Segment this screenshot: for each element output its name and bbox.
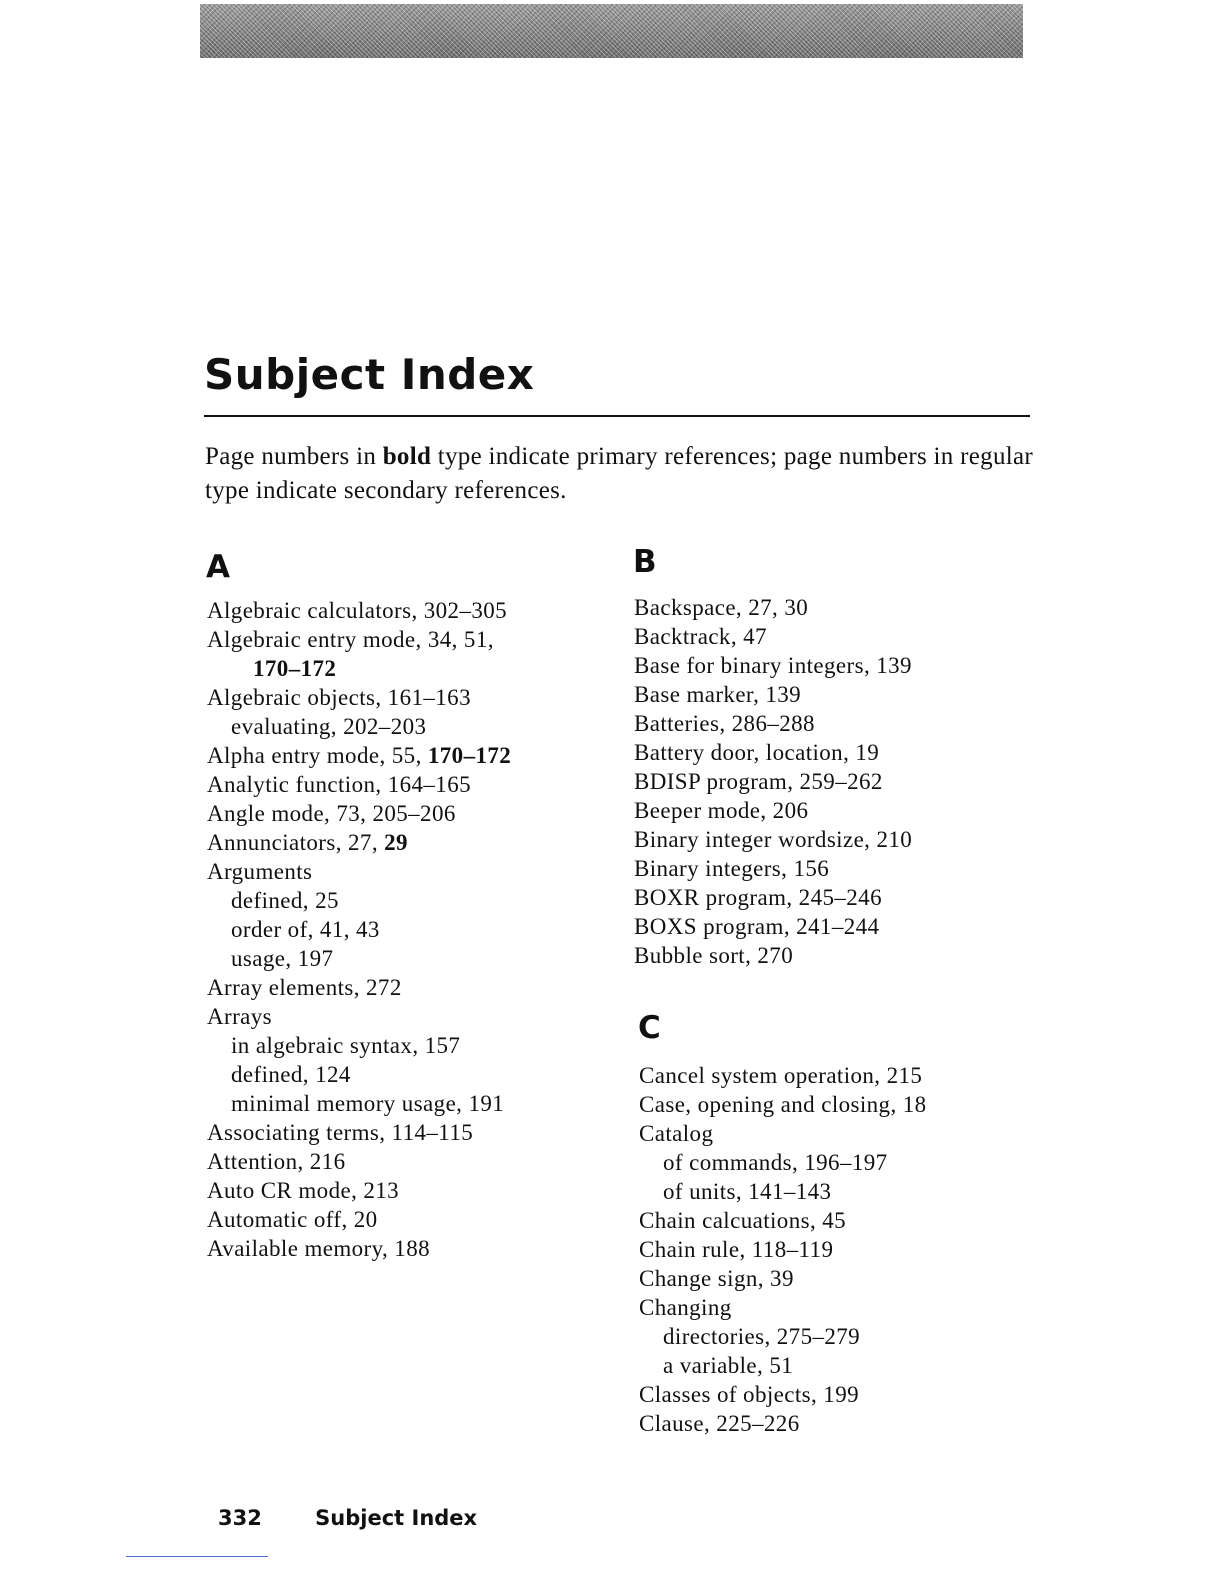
index-entry bbox=[207, 1234, 511, 1263]
index-entry-text: Analytic function, 164–165 bbox=[207, 772, 471, 797]
index-entry bbox=[639, 1061, 927, 1090]
intro-paragraph bbox=[205, 440, 1035, 508]
index-entry bbox=[207, 596, 511, 625]
index-list-b bbox=[634, 593, 912, 970]
index-list-c bbox=[639, 1061, 927, 1438]
intro-part1: Page numbers in bbox=[205, 443, 383, 470]
index-entry bbox=[207, 625, 511, 654]
index-entry-text: Arguments bbox=[207, 859, 313, 884]
index-entry bbox=[634, 796, 912, 825]
index-entry bbox=[207, 741, 511, 770]
index-entry: a variable, 51 bbox=[663, 1353, 794, 1378]
index-entry-text: Backtrack, 47 bbox=[634, 624, 767, 649]
section-letter-b: B bbox=[633, 544, 657, 580]
page-title: Subject Index bbox=[204, 350, 535, 399]
index-entry-text: Annunciators, 27, bbox=[207, 830, 385, 855]
index-entry-text: Changing bbox=[639, 1295, 732, 1320]
index-entry-text: Base marker, 139 bbox=[634, 682, 802, 707]
index-entry-text: Classes of objects, 199 bbox=[639, 1382, 860, 1407]
index-entry bbox=[207, 828, 511, 857]
index-entry-text: Backspace, 27, 30 bbox=[634, 595, 809, 620]
header-texture-band bbox=[200, 4, 1023, 58]
index-entry bbox=[634, 825, 912, 854]
index-entry-text: Attention, 216 bbox=[207, 1149, 346, 1174]
index-entry-text: Algebraic entry mode, 34, 51, bbox=[207, 627, 494, 652]
index-entry bbox=[639, 1090, 927, 1119]
index-entry bbox=[639, 1206, 927, 1235]
index-entry-text: Algebraic objects, 161–163 bbox=[207, 685, 471, 710]
index-entry-text: Batteries, 286–288 bbox=[634, 711, 815, 736]
section-letter-c: C bbox=[638, 1010, 661, 1046]
index-entry-text: Associating terms, 114–115 bbox=[207, 1120, 474, 1145]
index-entry-text: Beeper mode, 206 bbox=[634, 798, 809, 823]
index-entry-primary-ref: 170–172 bbox=[427, 743, 512, 768]
index-entry bbox=[207, 1147, 511, 1176]
index-entry bbox=[207, 799, 511, 828]
index-entry-text: Available memory, 188 bbox=[207, 1236, 431, 1261]
index-entry-text: BDISP program, 259–262 bbox=[634, 769, 883, 794]
index-entry-text: Arrays bbox=[207, 1004, 272, 1029]
index-entry-text: Cancel system operation, 215 bbox=[639, 1063, 923, 1088]
index-entry bbox=[639, 1380, 927, 1409]
index-entry bbox=[634, 651, 912, 680]
index-entry-text: Array elements, 272 bbox=[207, 975, 402, 1000]
index-entry-primary-ref: 29 bbox=[384, 830, 408, 855]
scan-edge-line bbox=[126, 1556, 268, 1557]
index-entry bbox=[639, 1264, 927, 1293]
index-entry: defined, 124 bbox=[231, 1062, 351, 1087]
index-entry bbox=[207, 683, 511, 712]
index-entry: defined, 25 bbox=[231, 888, 339, 913]
section-letter-a: A bbox=[206, 549, 230, 585]
index-entry-text: Chain calcuations, 45 bbox=[639, 1208, 847, 1233]
index-entry bbox=[634, 854, 912, 883]
index-entry bbox=[207, 1176, 511, 1205]
index-entry: directories, 275–279 bbox=[663, 1324, 861, 1349]
index-entry bbox=[207, 857, 511, 886]
index-entry-text: Chain rule, 118–119 bbox=[639, 1237, 834, 1262]
index-entry-text: Base for binary integers, 139 bbox=[634, 653, 912, 678]
index-entry bbox=[207, 1205, 511, 1234]
index-entry-text: Alpha entry mode, 55, bbox=[207, 743, 428, 768]
index-entry-text: Binary integer wordsize, 210 bbox=[634, 827, 913, 852]
index-entry: in algebraic syntax, 157 bbox=[231, 1033, 461, 1058]
index-entry-text: Battery door, location, 19 bbox=[634, 740, 880, 765]
index-entry: minimal memory usage, 191 bbox=[231, 1091, 505, 1116]
index-entry: 170–172 bbox=[253, 656, 337, 681]
index-entry: of units, 141–143 bbox=[663, 1179, 832, 1204]
index-entry bbox=[639, 1409, 927, 1438]
index-entry-text: Bubble sort, 270 bbox=[634, 943, 794, 968]
index-entry-text: BOXR program, 245–246 bbox=[634, 885, 882, 910]
index-entry: order of, 41, 43 bbox=[231, 917, 380, 942]
index-entry-text: Binary integers, 156 bbox=[634, 856, 830, 881]
index-entry bbox=[634, 767, 912, 796]
index-entry bbox=[207, 770, 511, 799]
index-entry: evaluating, 202–203 bbox=[231, 714, 427, 739]
index-entry bbox=[639, 1119, 927, 1148]
index-entry-text: Change sign, 39 bbox=[639, 1266, 794, 1291]
index-entry bbox=[634, 680, 912, 709]
index-entry bbox=[634, 622, 912, 651]
index-entry bbox=[639, 1235, 927, 1264]
index-entry-text: Angle mode, 73, 205–206 bbox=[207, 801, 456, 826]
index-entry bbox=[207, 1118, 511, 1147]
index-entry bbox=[207, 973, 511, 1002]
index-entry: usage, 197 bbox=[231, 946, 334, 971]
index-entry bbox=[634, 941, 912, 970]
index-entry-text: Algebraic calculators, 302–305 bbox=[207, 598, 508, 623]
index-entry bbox=[634, 912, 912, 941]
index-entry bbox=[634, 883, 912, 912]
index-entry-text: Auto CR mode, 213 bbox=[207, 1178, 400, 1203]
index-entry-text: Automatic off, 20 bbox=[207, 1207, 378, 1232]
index-entry bbox=[639, 1293, 927, 1322]
index-entry-text: BOXS program, 241–244 bbox=[634, 914, 880, 939]
index-entry-text: Catalog bbox=[639, 1121, 714, 1146]
index-entry bbox=[634, 738, 912, 767]
intro-bold-word: bold bbox=[382, 443, 432, 470]
index-entry-text: Clause, 225–226 bbox=[639, 1411, 800, 1436]
index-entry-text: Case, opening and closing, 18 bbox=[639, 1092, 927, 1117]
title-rule bbox=[204, 415, 1030, 417]
index-entry bbox=[207, 1002, 511, 1031]
index-entry: of commands, 196–197 bbox=[663, 1150, 888, 1175]
intro-part2: type indicate primary references; page numbers in regular type indicate secondary references. bbox=[205, 443, 1034, 504]
index-entry bbox=[634, 593, 912, 622]
index-entry bbox=[634, 709, 912, 738]
index-list-a bbox=[207, 596, 511, 1263]
page-footer bbox=[218, 1506, 477, 1530]
footer-section-title: Subject Index bbox=[315, 1506, 478, 1530]
footer-page-number: 332 bbox=[218, 1506, 262, 1530]
